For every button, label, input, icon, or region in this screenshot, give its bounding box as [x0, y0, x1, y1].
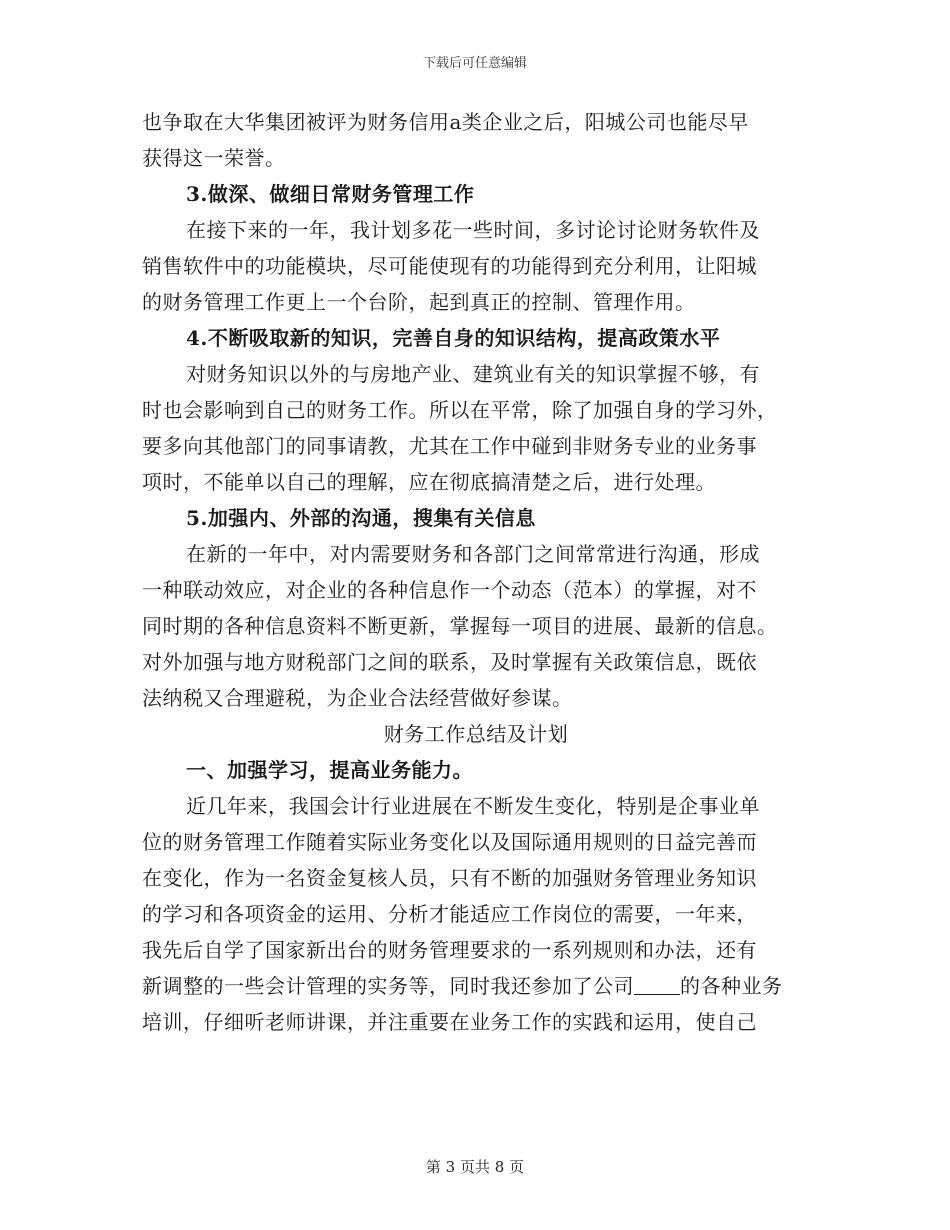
- line-text-before-blank: 新调整的一些会计管理的实务等，同时我还参加了公司: [142, 974, 634, 998]
- paragraph-line: 对财务知识以外的与房地产业、建筑业有关的知识掌握不够，有: [186, 362, 760, 386]
- paragraph-line: 同时期的各种信息资料不断更新，掌握每一项目的进展、最新的信息。: [142, 614, 778, 638]
- paragraph-line: 也争取在大华集团被评为财务信用a类企业之后，阳城公司也能尽早: [142, 110, 749, 134]
- page-header-note: 下载后可任意编辑: [422, 56, 527, 71]
- section-heading-3: 3.做深、做细日常财务管理工作: [186, 182, 475, 206]
- paragraph-line: 销售软件中的功能模块，尽可能使现有的功能得到充分利用，让阳城: [142, 254, 757, 278]
- page-number-footer: 第 3 页共 8 页: [425, 1158, 525, 1176]
- line-text-after-blank: 的各种业务: [680, 974, 783, 998]
- section-heading-5: 5.加强内、外部的沟通，搜集有关信息: [186, 506, 536, 530]
- paragraph-line: 的学习和各项资金的运用、分析才能适应工作岗位的需要，一年来，: [142, 902, 757, 926]
- paragraph-line: 一种联动效应，对企业的各种信息作一个动态（范本）的掌握，对不: [142, 578, 757, 602]
- paragraph-line: 培训，仔细听老师讲课，并注重要在业务工作的实践和运用，使自己: [142, 1010, 757, 1034]
- paragraph-line: 要多向其他部门的同事请教，尤其在工作中碰到非财务专业的业务事: [142, 434, 757, 458]
- paragraph-line: 我先后自学了国家新出台的财务管理要求的一系列规则和办法，还有: [142, 938, 757, 962]
- document-body: [142, 104, 810, 1040]
- document-title: 财务工作总结及计划: [383, 722, 569, 746]
- paragraph-line: 对外加强与地方财税部门之间的联系，及时掌握有关政策信息，既依: [142, 650, 757, 674]
- paragraph-line: 的财务管理工作更上一个台阶，起到真正的控制、管理作用。: [142, 290, 696, 314]
- paragraph-line: 在变化，作为一名资金复核人员，只有不断的加强财务管理业务知识: [142, 866, 757, 890]
- paragraph-line: 近几年来，我国会计行业进展在不断发生变化，特别是企事业单: [186, 794, 760, 818]
- paragraph-line-with-blank: [142, 968, 810, 1004]
- section-heading-4: 4.不断吸取新的知识，完善自身的知识结构，提高政策水平: [186, 326, 721, 350]
- paragraph-line: 时也会影响到自己的财务工作。所以在平常，除了加强自身的学习外，: [142, 398, 778, 422]
- paragraph-line: 位的财务管理工作随着实际业务变化以及国际通用规则的日益完善而: [142, 830, 757, 854]
- paragraph-line: 获得这一荣誉。: [142, 146, 286, 170]
- paragraph-line: 在接下来的一年，我计划多花一些时间，多讨论讨论财务软件及: [186, 218, 760, 242]
- paragraph-line: 项时，不能单以自己的理解，应在彻底搞清楚之后，进行处理。: [142, 470, 716, 494]
- section-heading-1: 一、加强学习，提高业务能力。: [186, 758, 473, 782]
- paragraph-line: 在新的一年中，对内需要财务和各部门之间常常进行沟通，形成: [186, 542, 760, 566]
- paragraph-line: 法纳税又合理避税，为企业合法经营做好参谋。: [142, 686, 573, 710]
- fill-in-blank: [634, 974, 680, 995]
